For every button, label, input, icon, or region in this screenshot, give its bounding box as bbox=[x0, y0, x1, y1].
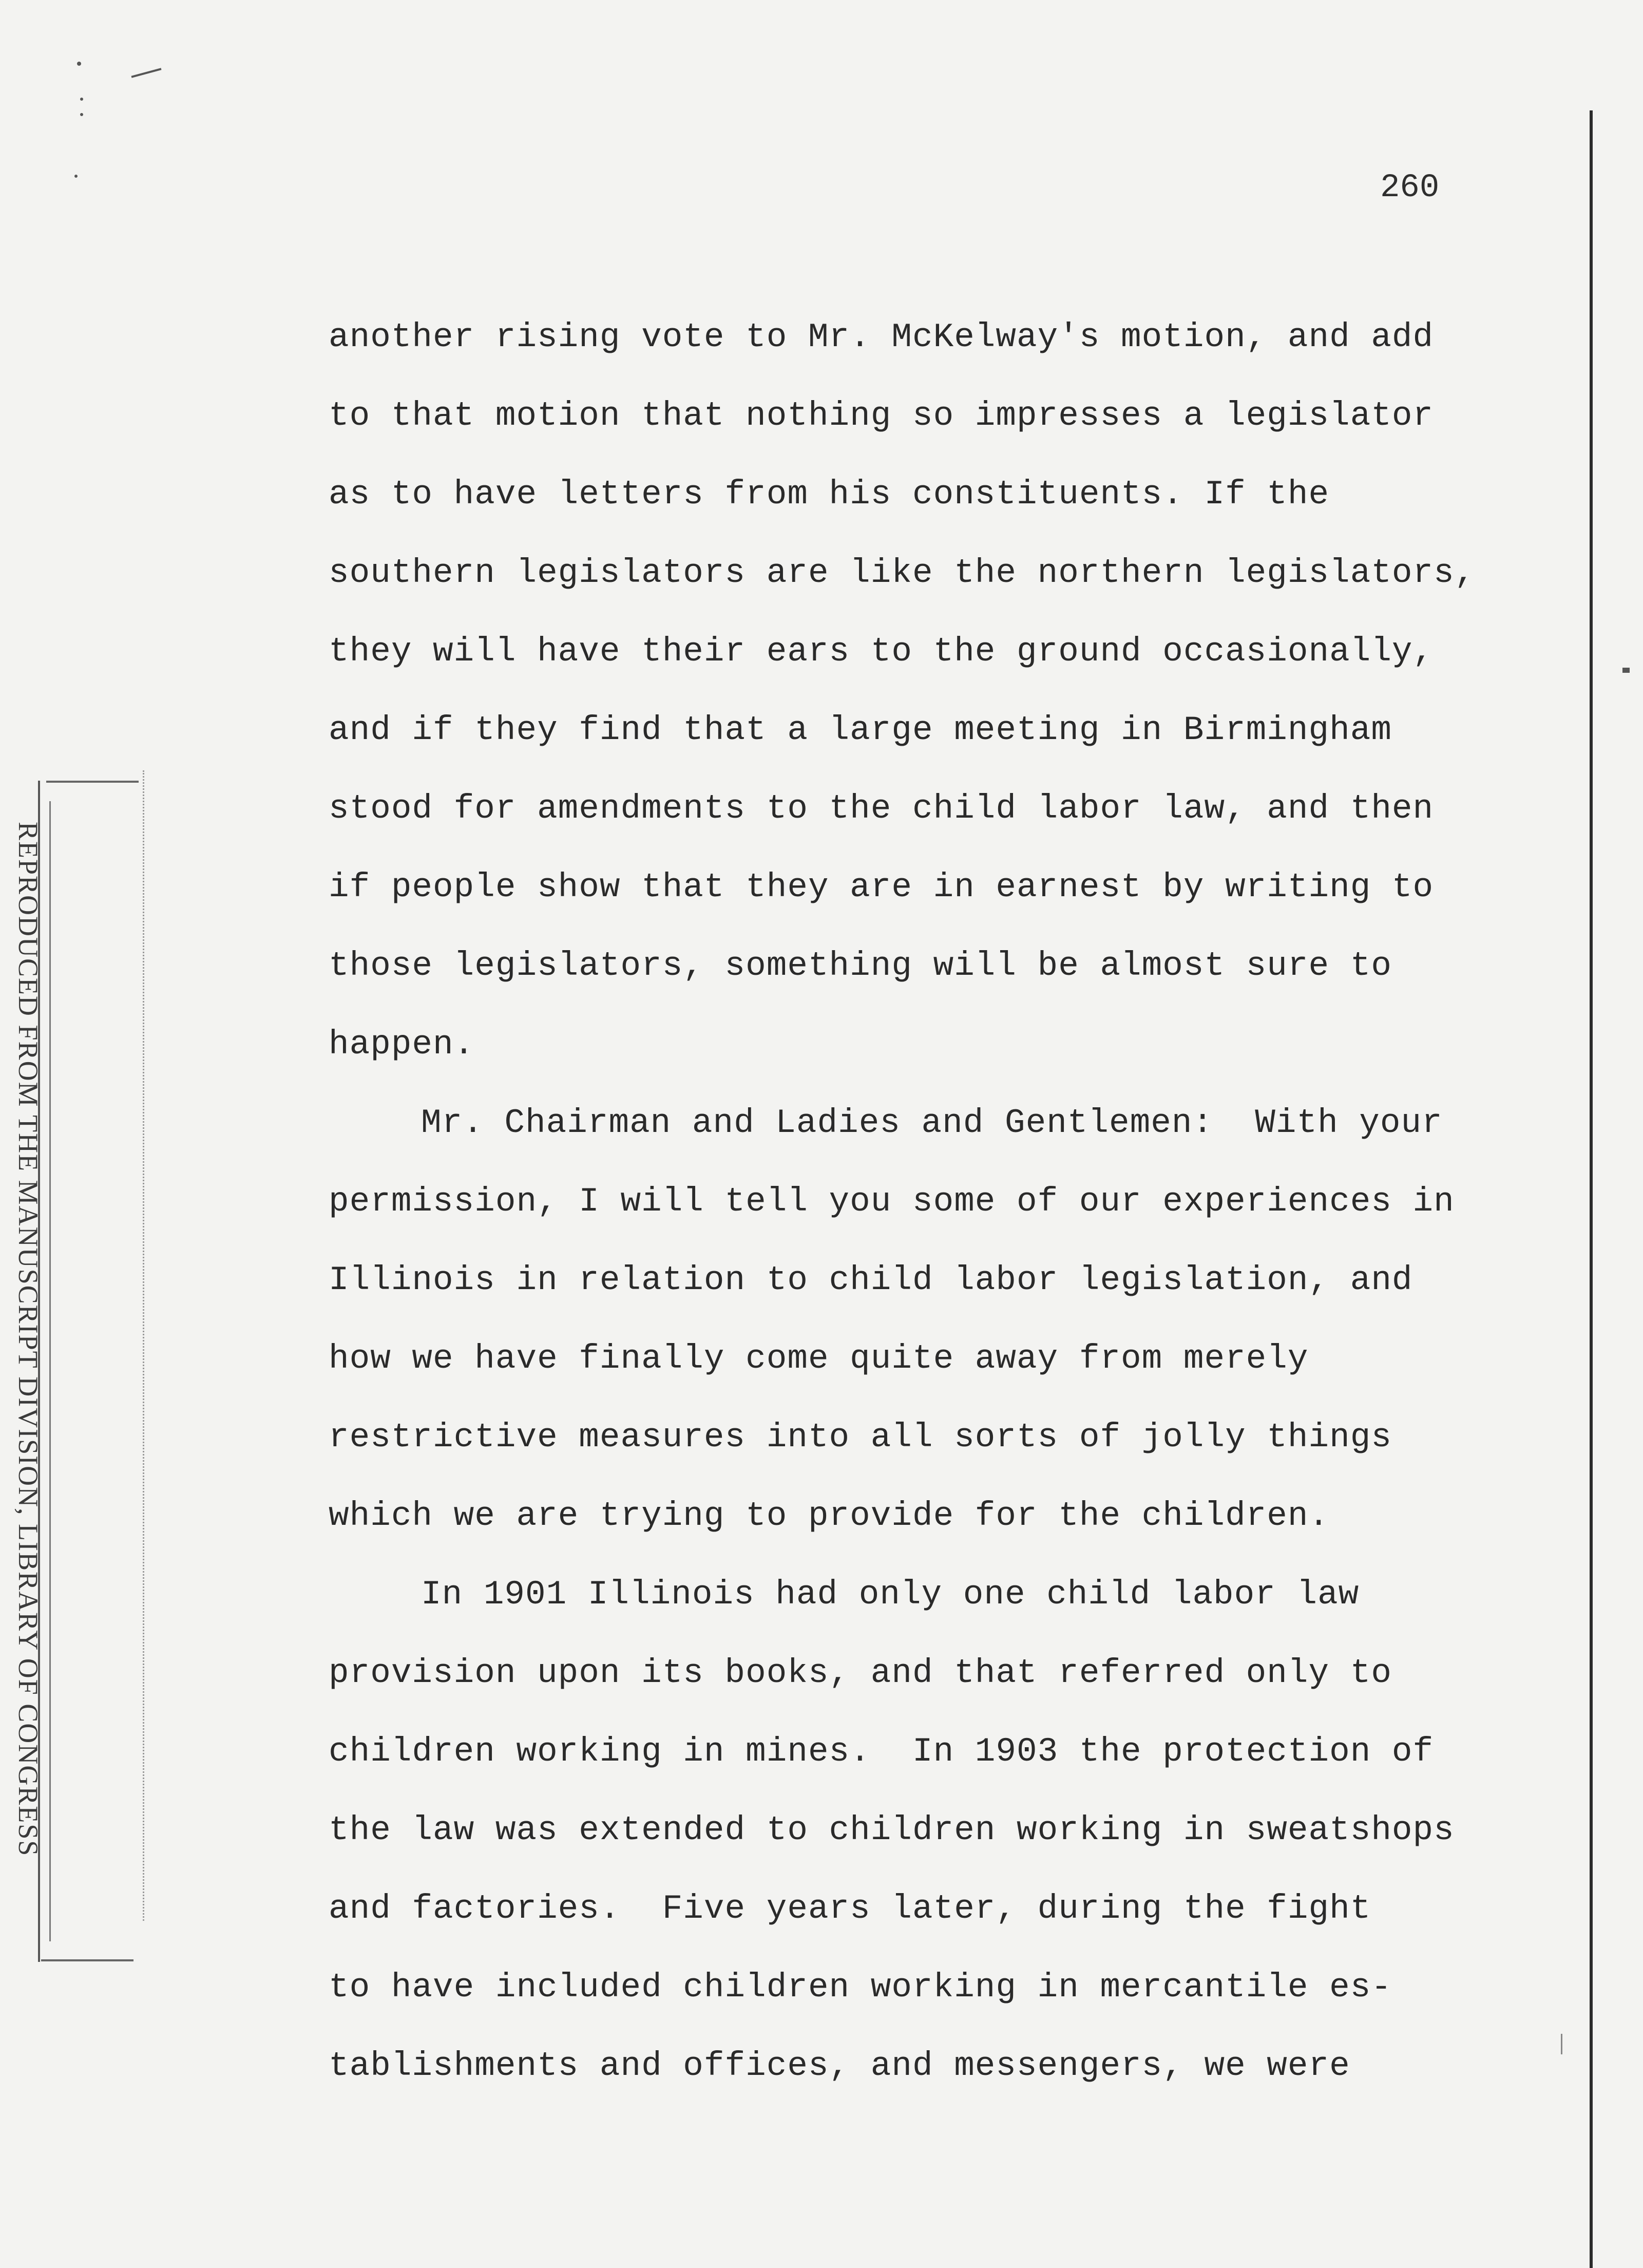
scan-speck bbox=[80, 98, 83, 101]
text-line: In 1901 Illinois had only one child labor law bbox=[421, 1575, 1360, 1614]
scan-speck bbox=[1622, 668, 1630, 673]
text-line: stood for amendments to the child labor law, and then bbox=[329, 789, 1434, 828]
page-number: 260 bbox=[1380, 169, 1440, 206]
text-line: if people show that they are in earnest by writing to bbox=[329, 868, 1434, 906]
text-line: permission, I will tell you some of our experiences in bbox=[329, 1182, 1455, 1221]
scan-speck bbox=[1561, 2034, 1562, 2054]
left-binding-rule-inner bbox=[49, 801, 51, 1941]
right-margin-rule bbox=[1590, 110, 1593, 2268]
scan-speck bbox=[74, 175, 78, 178]
left-binding-dotted-rule bbox=[143, 770, 146, 1921]
text-line: they will have their ears to the ground occasionally, bbox=[329, 632, 1434, 671]
library-stamp-text: REPRODUCED FROM THE MANUSCRIPT DIVISION, LIBRARY OF CONGRESS bbox=[13, 822, 44, 1857]
text-line: the law was extended to children working in sweatshops bbox=[329, 1811, 1455, 1849]
text-line: southern legislators are like the northern legislators, bbox=[329, 554, 1476, 592]
scan-mark bbox=[41, 1959, 133, 1961]
scan-speck bbox=[131, 68, 162, 78]
text-line: which we are trying to provide for the children. bbox=[329, 1497, 1330, 1535]
text-line: and factories. Five years later, during the fight bbox=[329, 1889, 1371, 1928]
text-line: restrictive measures into all sorts of jolly things bbox=[329, 1418, 1392, 1457]
text-line: children working in mines. In 1903 the protection of bbox=[329, 1732, 1434, 1771]
text-line: Mr. Chairman and Ladies and Gentlemen: With your bbox=[421, 1104, 1443, 1142]
text-line: Illinois in relation to child labor legislation, and bbox=[329, 1261, 1413, 1299]
library-stamp bbox=[9, 822, 47, 1869]
text-line: to that motion that nothing so impresses a legislator bbox=[329, 396, 1434, 435]
text-line: how we have finally come quite away from merely bbox=[329, 1339, 1309, 1378]
text-line: another rising vote to Mr. McKelway's motion, and add bbox=[329, 318, 1434, 356]
scan-speck bbox=[77, 62, 81, 66]
typed-text-block bbox=[329, 298, 1561, 2105]
scan-mark bbox=[46, 781, 139, 783]
text-line: those legislators, something will be almost sure to bbox=[329, 947, 1392, 985]
text-line: to have included children working in mercantile es- bbox=[329, 1968, 1392, 2007]
text-line: tablishments and offices, and messengers, we were bbox=[329, 2047, 1350, 2085]
scan-speck bbox=[80, 113, 83, 116]
text-line: happen. bbox=[329, 1025, 475, 1064]
text-line: and if they find that a large meeting in Birmingham bbox=[329, 711, 1392, 749]
text-line: as to have letters from his constituents. If the bbox=[329, 475, 1330, 514]
text-line: provision upon its books, and that referred only to bbox=[329, 1654, 1392, 1692]
